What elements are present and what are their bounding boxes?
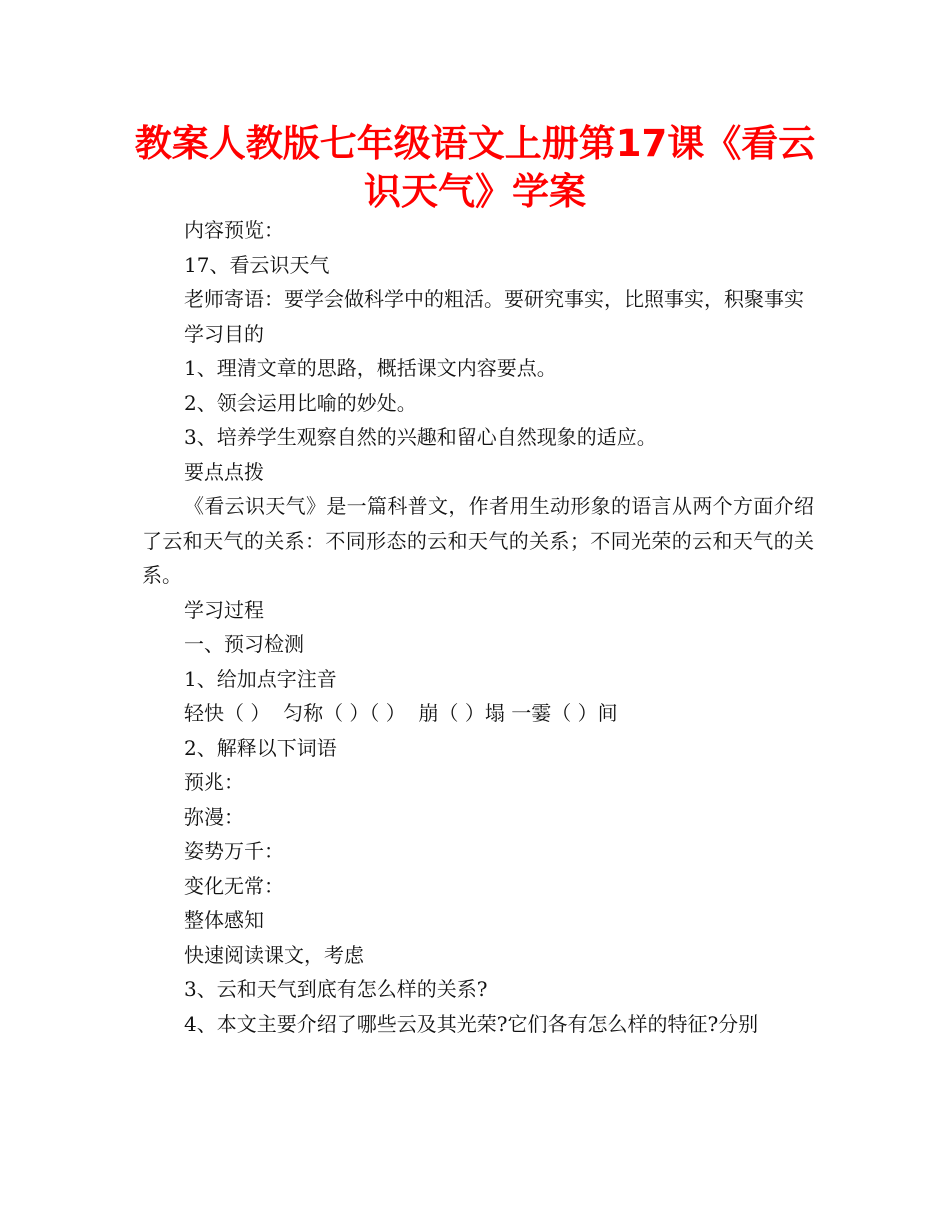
paragraph-preview-label: 内容预览： — [184, 218, 284, 242]
paragraph-learning-process-heading: 学习过程 — [184, 597, 264, 622]
paragraph-word-explanation-task: 2、解释以下词语 — [184, 735, 337, 760]
document-title: 教案人教版七年级语文上册第17课《看云识天气》学案 — [134, 122, 816, 213]
paragraph-goal-2: 2、领会运用比喻的妙处。 — [184, 390, 417, 415]
paragraph-pinyin-blanks: 轻快（ ） 匀称（ ）（ ） 崩（ ）塌 一霎（ ）间 — [184, 701, 618, 725]
paragraph-learning-goals-heading: 学习目的 — [184, 321, 264, 346]
paragraph-key-points-text: 《看云识天气》是一篇科普文，作者用生动形象的语言从两个方面介绍了云和天气的关系：不同形态的云和天气的关系；不同光荣的云和天气的关系。 — [142, 494, 814, 587]
paragraph-question-4: 4、本文主要介绍了哪些云及其光荣?它们各有怎么样的特征?分别 — [184, 1011, 759, 1036]
paragraph-fast-reading-task: 快速阅读课文，考虑 — [184, 942, 364, 967]
paragraph-goal-1: 1、理清文章的思路，概括课文内容要点。 — [184, 356, 557, 380]
paragraph-question-3: 3、云和天气到底有怎么样的关系? — [184, 977, 488, 1001]
paragraph-word-miman: 弥漫： — [184, 804, 244, 829]
paragraph-word-zishi-wanqian: 姿势万千： — [184, 839, 284, 863]
paragraph-word-bianhua-wuchang: 变化无常： — [184, 873, 284, 898]
paragraph-preview-check-heading: 一、预习检测 — [184, 632, 304, 656]
paragraph-word-yuzhao: 预兆： — [184, 770, 244, 794]
paragraph-teacher-message: 老师寄语：要学会做科学中的粗活。要研究事实，比照事实，积聚事实 — [184, 287, 804, 311]
paragraph-key-points-heading: 要点点拨 — [184, 459, 264, 484]
paragraph-overall-perception-heading: 整体感知 — [184, 908, 264, 932]
paragraph-lesson-title: 17、看云识天气 — [184, 252, 330, 277]
paragraph-goal-3: 3、培养学生观察自然的兴趣和留心自然现象的适应。 — [184, 425, 657, 449]
paragraph-pinyin-task: 1、给加点字注音 — [184, 666, 337, 691]
document-body — [142, 213, 814, 1041]
